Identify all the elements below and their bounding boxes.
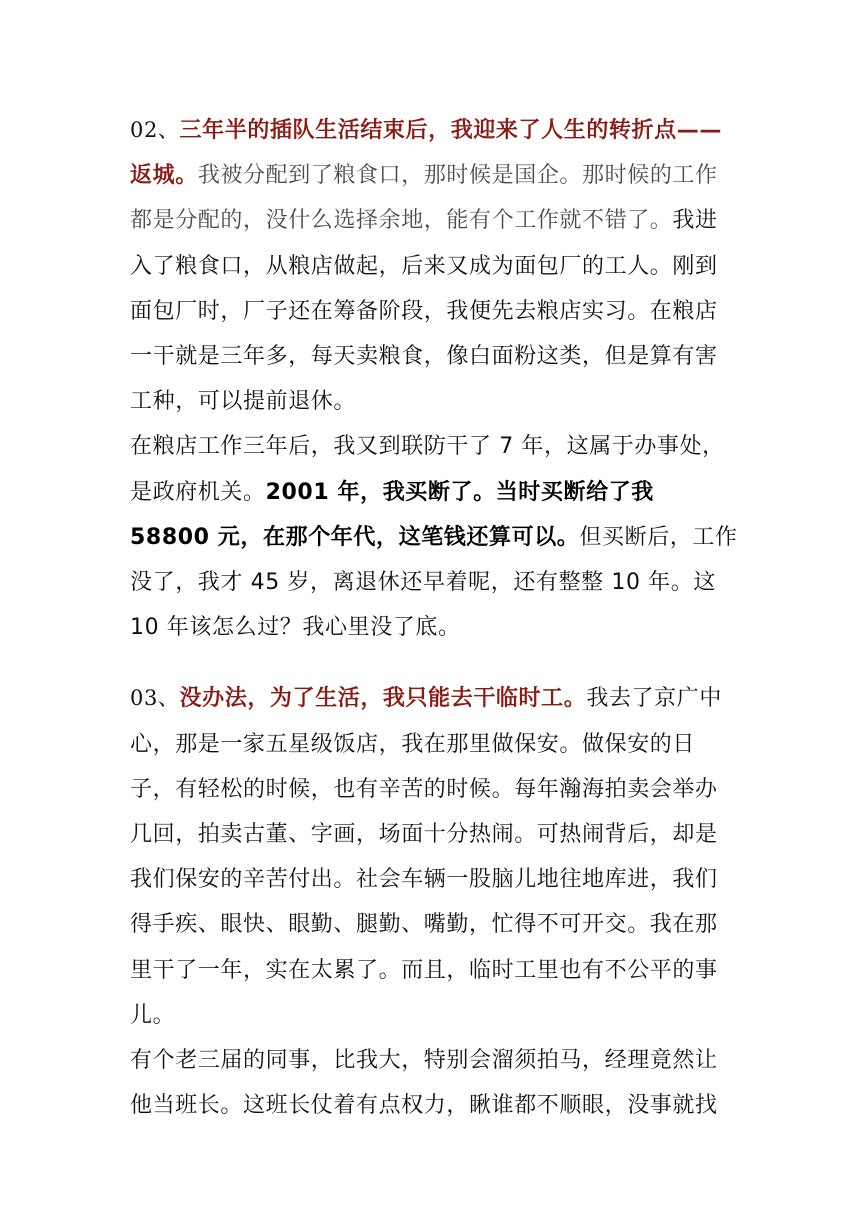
section-02-paragraph-2 bbox=[130, 424, 740, 650]
section-03-paragraph-2 bbox=[130, 1038, 740, 1128]
section-number: 02、 bbox=[130, 118, 180, 142]
body-text: 但买断后，工作没了，我才 45 岁，离退休还早着呢，还有整整 10 年。这 10 年该怎么过？我心里没了底。 bbox=[130, 524, 738, 641]
body-text: 我进入了粮食口，从粮店做起，后来又成为面包厂的工人。刚到面包厂时，厂子还在筹备阶段，我便先去粮店实习。在粮店一干就是三年多，每天卖粮食，像白面粉这类，但是算有害工种，可以提前退休。 bbox=[130, 208, 718, 415]
section-gap bbox=[130, 650, 740, 676]
serif-text: 我被分配到了粮食口，那时候是国企。那时候的工作都是分配的，没什么选择余地，能有个工作就不错了。 bbox=[130, 163, 718, 234]
body-text: 有个老三届的同事，比我大，特别会溜须拍马，经理竟然让他当班长。这班长仗着有点权力，瞅谁都不顺眼，没事就找 bbox=[130, 1048, 718, 1119]
section-03-paragraph bbox=[130, 676, 740, 1038]
section-headline: 三年半的插队生活结束后，我迎来了人生的转折点——返城。 bbox=[130, 118, 722, 189]
section-headline: 没办法，为了生活，我只能去干临时工。 bbox=[179, 686, 587, 712]
body-text: 我去了京广中心，那是一家五星级饭店，我在那里做保安。做保安的日子，有轻松的时候，也有辛苦的时候。每年瀚海拍卖会举办几回，拍卖古董、字画，场面十分热闹。可热闹背后，却是我们保安的辛苦付出。社会车辆一股脑儿地往地库进，我们得手疾、眼快、眼勤、腿勤、嘴勤，忙得不可开交。我在那里干了一年，实在太累了。而且，临时工里也有不公平的事儿。 bbox=[130, 686, 722, 1028]
section-02-paragraph bbox=[130, 108, 740, 424]
body-text: 在粮店工作三年后，我又到联防干了 7 年，这属于办事处，是政府机关。 bbox=[130, 434, 725, 505]
section-number: 03、 bbox=[130, 686, 180, 711]
article-body bbox=[130, 108, 740, 1128]
bold-text: 2001 年，我买断了。当时买断给了我 58800 元，在那个年代，这笔钱还算可以。 bbox=[130, 479, 654, 550]
